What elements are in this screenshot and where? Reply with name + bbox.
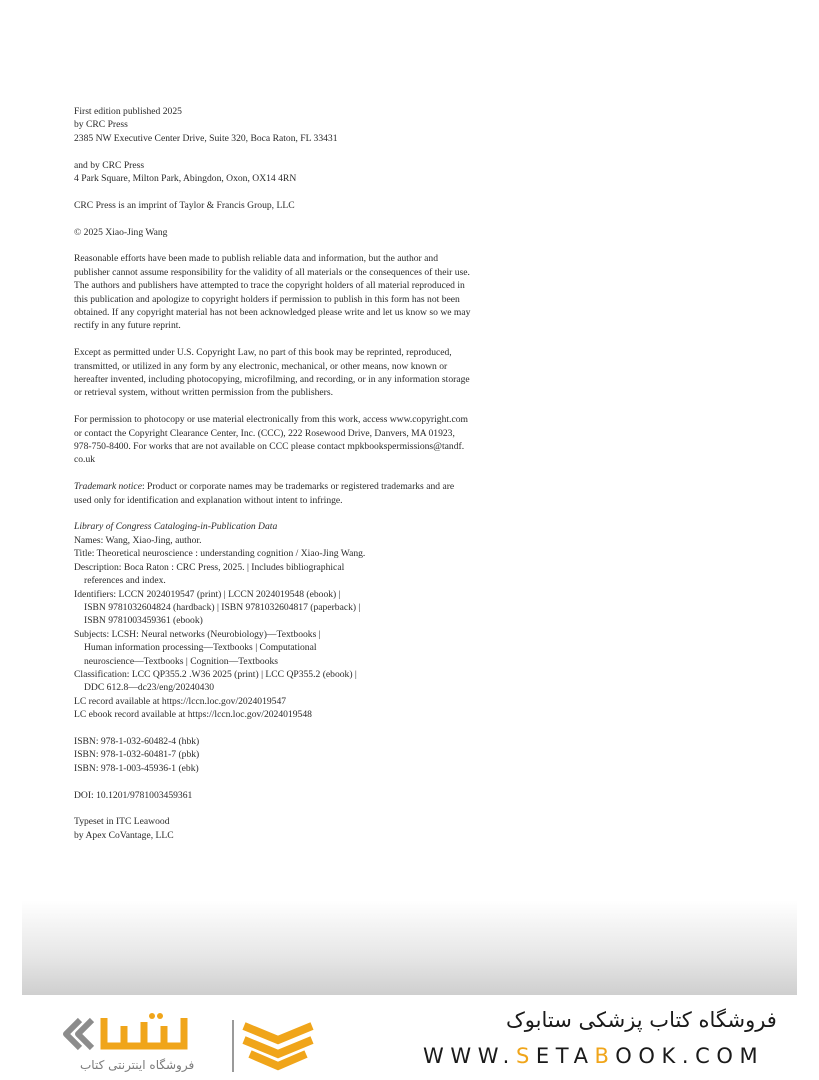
publication-line: by CRC Press [74, 119, 128, 131]
cip-line: Identifiers: LCCN 2024019547 (print) | LCCN 2024019548 (ebook) | [74, 588, 341, 600]
url-part: WWW. [423, 1044, 516, 1068]
copyright-block [74, 226, 504, 239]
shop-title: فروشگاه کتاب پزشکی ستابوک [506, 1008, 777, 1032]
publication-block [74, 105, 504, 145]
cip-line: ISBN 9781003459361 (ebook) [84, 615, 203, 627]
cip-lines [74, 534, 504, 722]
cip-line: LC ebook record available at https://lccn.loc.gov/2024019548 [74, 709, 312, 721]
url-accent: S [515, 1044, 536, 1068]
cip-heading-text: Library of Congress Cataloging-in-Publication Data [74, 521, 278, 533]
page-shadow [22, 900, 797, 995]
trademark-block [74, 480, 504, 507]
publisher2-line: 4 Park Square, Milton Park, Abingdon, Oxon, OX14 4RN [74, 173, 297, 185]
typeset-block [74, 815, 504, 842]
setabook-logo [60, 1012, 330, 1074]
isbn-block [74, 735, 504, 775]
permission-line: 978-750-8400. For works that are not available on CCC please contact mpkbookspermissions@tandf. [74, 441, 465, 453]
copyright-line: © 2025 Xiao-Jing Wang [74, 226, 168, 238]
publisher2-line: and by CRC Press [74, 159, 145, 171]
copyright-page-text [74, 105, 504, 856]
copyright-law-line: transmitted, or utilized in any form by any electronic, mechanical, or other means, now known or [74, 360, 448, 372]
cip-line: Description: Boca Raton : CRC Press, 2025. | Includes bibliographical [74, 561, 345, 573]
publication-line: 2385 NW Executive Center Drive, Suite 320, Boca Raton, FL 33431 [74, 132, 338, 144]
cip-line: Classification: LCC QP355.2 .W36 2025 (print) | LCC QP355.2 (ebook) | [74, 668, 357, 680]
trademark-text: : Product or corporate names may be trademarks or registered trademarks and are [141, 481, 455, 493]
permission-block [74, 413, 504, 467]
copyright-law-line: Except as permitted under U.S. Copyright Law, no part of this book may be reprinted, reproduced, [74, 347, 452, 359]
typeset-line: Typeset in ITC Leawood [74, 816, 170, 828]
isbn-line: ISBN: 978-1-032-60481-7 (pbk) [74, 749, 200, 761]
cip-line: DDC 612.8—dc23/eng/20240430 [84, 682, 215, 694]
logo-divider [232, 1020, 234, 1072]
cip-line: neuroscience—Textbooks | Cognition—Textbooks [84, 655, 279, 667]
cip-line: Subjects: LCSH: Neural networks (Neurobiology)—Textbooks | [74, 628, 321, 640]
trademark-line: used only for identification and explanation without intent to infringe. [74, 494, 343, 506]
typeset-line: by Apex CoVantage, LLC [74, 829, 174, 841]
disclaimer-line: The authors and publishers have attempted to trace the copyright holders of all material reproduced in [74, 280, 465, 292]
trademark-line [74, 480, 504, 493]
cip-heading [74, 520, 504, 533]
publisher2-block [74, 159, 504, 186]
permission-line: For permission to photocopy or use material electronically from this work, access www.copyright.com [74, 414, 468, 426]
disclaimer-line: this publication and apologize to copyright holders if permission to publish in this form has not been [74, 293, 460, 305]
cip-line: Names: Wang, Xiao-Jing, author. [74, 534, 202, 546]
permission-line: or contact the Copyright Clearance Center, Inc. (CCC), 222 Rosewood Drive, Danvers, MA 01923, [74, 427, 455, 439]
site-url[interactable] [423, 1044, 764, 1068]
isbn-line: ISBN: 978-1-032-60482-4 (hbk) [74, 735, 200, 747]
url-accent: B [594, 1044, 616, 1068]
cip-line: Human information processing—Textbooks | Computational [84, 642, 317, 654]
doi-block [74, 789, 504, 802]
cip-block [74, 520, 504, 721]
imprint-block [74, 199, 504, 212]
cip-line: Title: Theoretical neuroscience : understanding cognition / Xiao-Jing Wang. [74, 548, 366, 560]
permission-line: co.uk [74, 454, 96, 466]
cip-line: references and index. [84, 575, 166, 587]
copyright-law-line: hereafter invented, including photocopying, microfilming, and recording, or in any information storage [74, 374, 470, 386]
disclaimer-line: publisher cannot assume responsibility for the validity of all materials or the consequences of their use. [74, 266, 470, 278]
url-part: ETA [535, 1044, 595, 1068]
copyright-law-block [74, 346, 504, 400]
trademark-label: Trademark notice [74, 481, 142, 493]
disclaimer-line: rectify in any future reprint. [74, 320, 181, 332]
logo-caption: فروشگاه اینترنتی کتاب [80, 1058, 195, 1072]
url-part: OOK.COM [615, 1044, 765, 1068]
copyright-law-line: or retrieval system, without written permission from the publishers. [74, 387, 333, 399]
imprint-line: CRC Press is an imprint of Taylor & Francis Group, LLC [74, 199, 295, 211]
isbn-line: ISBN: 978-1-003-45936-1 (ebk) [74, 762, 199, 774]
disclaimer-line: obtained. If any copyright material has not been acknowledged please write and let us know so we may [74, 307, 471, 319]
cip-line: ISBN 9781032604824 (hardback) | ISBN 9781032604817 (paperback) | [84, 601, 361, 613]
cip-line: LC record available at https://lccn.loc.gov/2024019547 [74, 695, 287, 707]
disclaimer-line: Reasonable efforts have been made to publish reliable data and information, but the author and [74, 253, 439, 265]
doi-line: DOI: 10.1201/9781003459361 [74, 789, 193, 801]
disclaimer-block [74, 252, 504, 332]
publication-line: First edition published 2025 [74, 106, 182, 117]
